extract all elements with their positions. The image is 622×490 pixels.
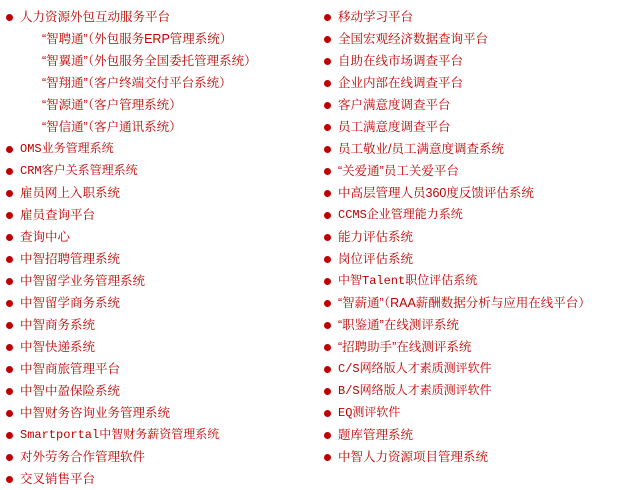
list-item[interactable] <box>6 116 320 138</box>
list-item[interactable] <box>6 292 320 314</box>
bullet-icon <box>324 248 338 270</box>
list-item[interactable] <box>6 270 320 292</box>
list-item-label: 交叉销售平台 <box>20 472 96 486</box>
list-item[interactable] <box>324 204 622 226</box>
bullet-spacer-icon <box>6 28 20 50</box>
bullet-icon <box>6 138 20 160</box>
list-item[interactable] <box>6 160 320 182</box>
list-item-label: “智薪通”（RAA薪酬数据分析与应用在线平台） <box>338 296 591 310</box>
list-item-label: 中智人力资源项目管理系统 <box>338 450 489 464</box>
list-item-label: “智信通”（客户通讯系统） <box>42 120 182 134</box>
bullet-icon <box>324 380 338 402</box>
list-item-label: “招聘助手”在线测评系统 <box>338 340 472 354</box>
bullet-icon <box>6 292 20 314</box>
list-item[interactable] <box>324 402 622 424</box>
list-item-label: 移动学习平台 <box>338 10 414 24</box>
list-item-label: CRM客户关系管理系统 <box>20 164 138 178</box>
list-item-label: B/S网络版人才素质测评软件 <box>338 384 492 398</box>
list-item-label: C/S网络版人才素质测评软件 <box>338 362 492 376</box>
bullet-icon <box>324 50 338 72</box>
bullet-icon <box>6 182 20 204</box>
list-item[interactable] <box>324 28 622 50</box>
list-item-label: 中智留学业务管理系统 <box>20 274 146 288</box>
list-item[interactable] <box>6 424 320 446</box>
bullet-icon <box>6 248 20 270</box>
bullet-icon <box>324 226 338 248</box>
bullet-icon <box>6 336 20 358</box>
bullet-icon <box>324 160 338 182</box>
list-item-label: EQ测评软件 <box>338 406 401 420</box>
list-item[interactable] <box>6 138 320 160</box>
bullet-icon <box>324 292 338 314</box>
list-item[interactable] <box>324 182 622 204</box>
list-item[interactable] <box>6 314 320 336</box>
list-item[interactable] <box>6 358 320 380</box>
bullet-spacer-icon <box>6 50 20 72</box>
list-item-label: OMS业务管理系统 <box>20 142 114 156</box>
list-item-label: 中高层管理人员360度反馈评估系统 <box>338 186 534 200</box>
list-item[interactable] <box>324 248 622 270</box>
list-item-label: 中智留学商务系统 <box>20 296 121 310</box>
bullet-icon <box>6 468 20 490</box>
list-item[interactable] <box>6 6 320 28</box>
list-item[interactable] <box>324 358 622 380</box>
list-item-label: 中智财务咨询业务管理系统 <box>20 406 171 420</box>
bullet-icon <box>324 204 338 226</box>
list-item[interactable] <box>6 50 320 72</box>
list-item-label: 员工满意度调查平台 <box>338 120 451 134</box>
list-item-label: “关爱通”员工关爱平台 <box>338 164 459 178</box>
bullet-icon <box>6 358 20 380</box>
list-item-label: 人力资源外包互动服务平台 <box>20 10 171 24</box>
list-item[interactable] <box>6 28 320 50</box>
list-item-label: 客户满意度调查平台 <box>338 98 451 112</box>
list-item-label: “智源通”（客户管理系统） <box>42 98 182 112</box>
list-item-label: 企业内部在线调查平台 <box>338 76 464 90</box>
list-item-label: 全国宏观经济数据查询平台 <box>338 32 489 46</box>
bullet-icon <box>6 270 20 292</box>
bullet-icon <box>6 6 20 28</box>
list-item-label: 题库管理系统 <box>338 428 414 442</box>
list-item[interactable] <box>6 248 320 270</box>
bullet-icon <box>324 402 338 424</box>
list-item[interactable] <box>6 182 320 204</box>
bullet-icon <box>324 182 338 204</box>
two-column-layout <box>0 6 622 490</box>
list-item-label: “职鉴通”在线测评系统 <box>338 318 459 332</box>
bullet-icon <box>6 204 20 226</box>
bullet-icon <box>6 402 20 424</box>
right-system-list <box>324 6 622 468</box>
bullet-icon <box>324 424 338 446</box>
list-item[interactable] <box>324 380 622 402</box>
list-item[interactable] <box>324 424 622 446</box>
list-item-label: 中智招聘管理系统 <box>20 252 121 266</box>
list-item[interactable] <box>324 6 622 28</box>
list-item[interactable] <box>324 314 622 336</box>
list-item-label: 中智商务系统 <box>20 318 96 332</box>
list-item[interactable] <box>6 94 320 116</box>
bullet-icon <box>6 160 20 182</box>
bullet-icon <box>324 116 338 138</box>
list-item-label: 中智中盈保险系统 <box>20 384 121 398</box>
list-item-label: 对外劳务合作管理软件 <box>20 450 146 464</box>
bullet-icon <box>324 358 338 380</box>
list-item[interactable] <box>6 226 320 248</box>
list-item-label: CCMS企业管理能力系统 <box>338 208 463 222</box>
list-item-label: 中智Talent职位评估系统 <box>338 274 478 288</box>
bullet-icon <box>6 226 20 248</box>
bullet-icon <box>324 446 338 468</box>
bullet-icon <box>324 72 338 94</box>
list-item[interactable] <box>324 292 622 314</box>
list-item-label: Smartportal中智财务薪资管理系统 <box>20 428 220 442</box>
bullet-icon <box>324 270 338 292</box>
list-item-label: 中智商旅管理平台 <box>20 362 121 376</box>
list-item-label: “智翔通”（客户终端交付平台系统） <box>42 76 232 90</box>
list-item[interactable] <box>324 160 622 182</box>
list-item[interactable] <box>324 226 622 248</box>
bullet-spacer-icon <box>6 94 20 116</box>
list-item[interactable] <box>324 50 622 72</box>
list-item[interactable] <box>324 336 622 358</box>
list-item[interactable] <box>6 204 320 226</box>
bullet-icon <box>6 380 20 402</box>
list-item-label: “智聘通”（外包服务ERP管理系统） <box>42 32 233 46</box>
bullet-icon <box>6 424 20 446</box>
list-item-label: 查询中心 <box>20 230 71 244</box>
bullet-icon <box>324 94 338 116</box>
bullet-icon <box>324 6 338 28</box>
bullet-icon <box>324 336 338 358</box>
list-item[interactable] <box>6 380 320 402</box>
left-system-list <box>6 6 320 490</box>
list-item[interactable] <box>324 72 622 94</box>
list-item[interactable] <box>324 116 622 138</box>
list-item-label: 雇员查询平台 <box>20 208 96 222</box>
list-item-label: 自助在线市场调查平台 <box>338 54 464 68</box>
list-item-label: 能力评估系统 <box>338 230 414 244</box>
bullet-spacer-icon <box>6 72 20 94</box>
list-item-label: 员工敬业/员工满意度调查系统 <box>338 142 504 156</box>
list-item-label: 岗位评估系统 <box>338 252 414 266</box>
list-item[interactable] <box>324 138 622 160</box>
list-item[interactable] <box>324 270 622 292</box>
bullet-spacer-icon <box>6 116 20 138</box>
list-item-label: 中智快递系统 <box>20 340 96 354</box>
right-column <box>320 6 622 468</box>
list-item[interactable] <box>6 336 320 358</box>
list-item-label: 雇员网上入职系统 <box>20 186 121 200</box>
list-item-label: “智翼通”（外包服务全国委托管理系统） <box>42 54 257 68</box>
bullet-icon <box>324 138 338 160</box>
bullet-icon <box>324 314 338 336</box>
list-item[interactable] <box>6 402 320 424</box>
list-item[interactable] <box>324 94 622 116</box>
list-item[interactable] <box>324 446 622 468</box>
left-column <box>0 6 320 490</box>
list-item[interactable] <box>6 72 320 94</box>
bullet-icon <box>6 314 20 336</box>
list-item[interactable] <box>6 446 320 468</box>
list-item[interactable] <box>6 468 320 490</box>
bullet-icon <box>324 28 338 50</box>
bullet-icon <box>6 446 20 468</box>
